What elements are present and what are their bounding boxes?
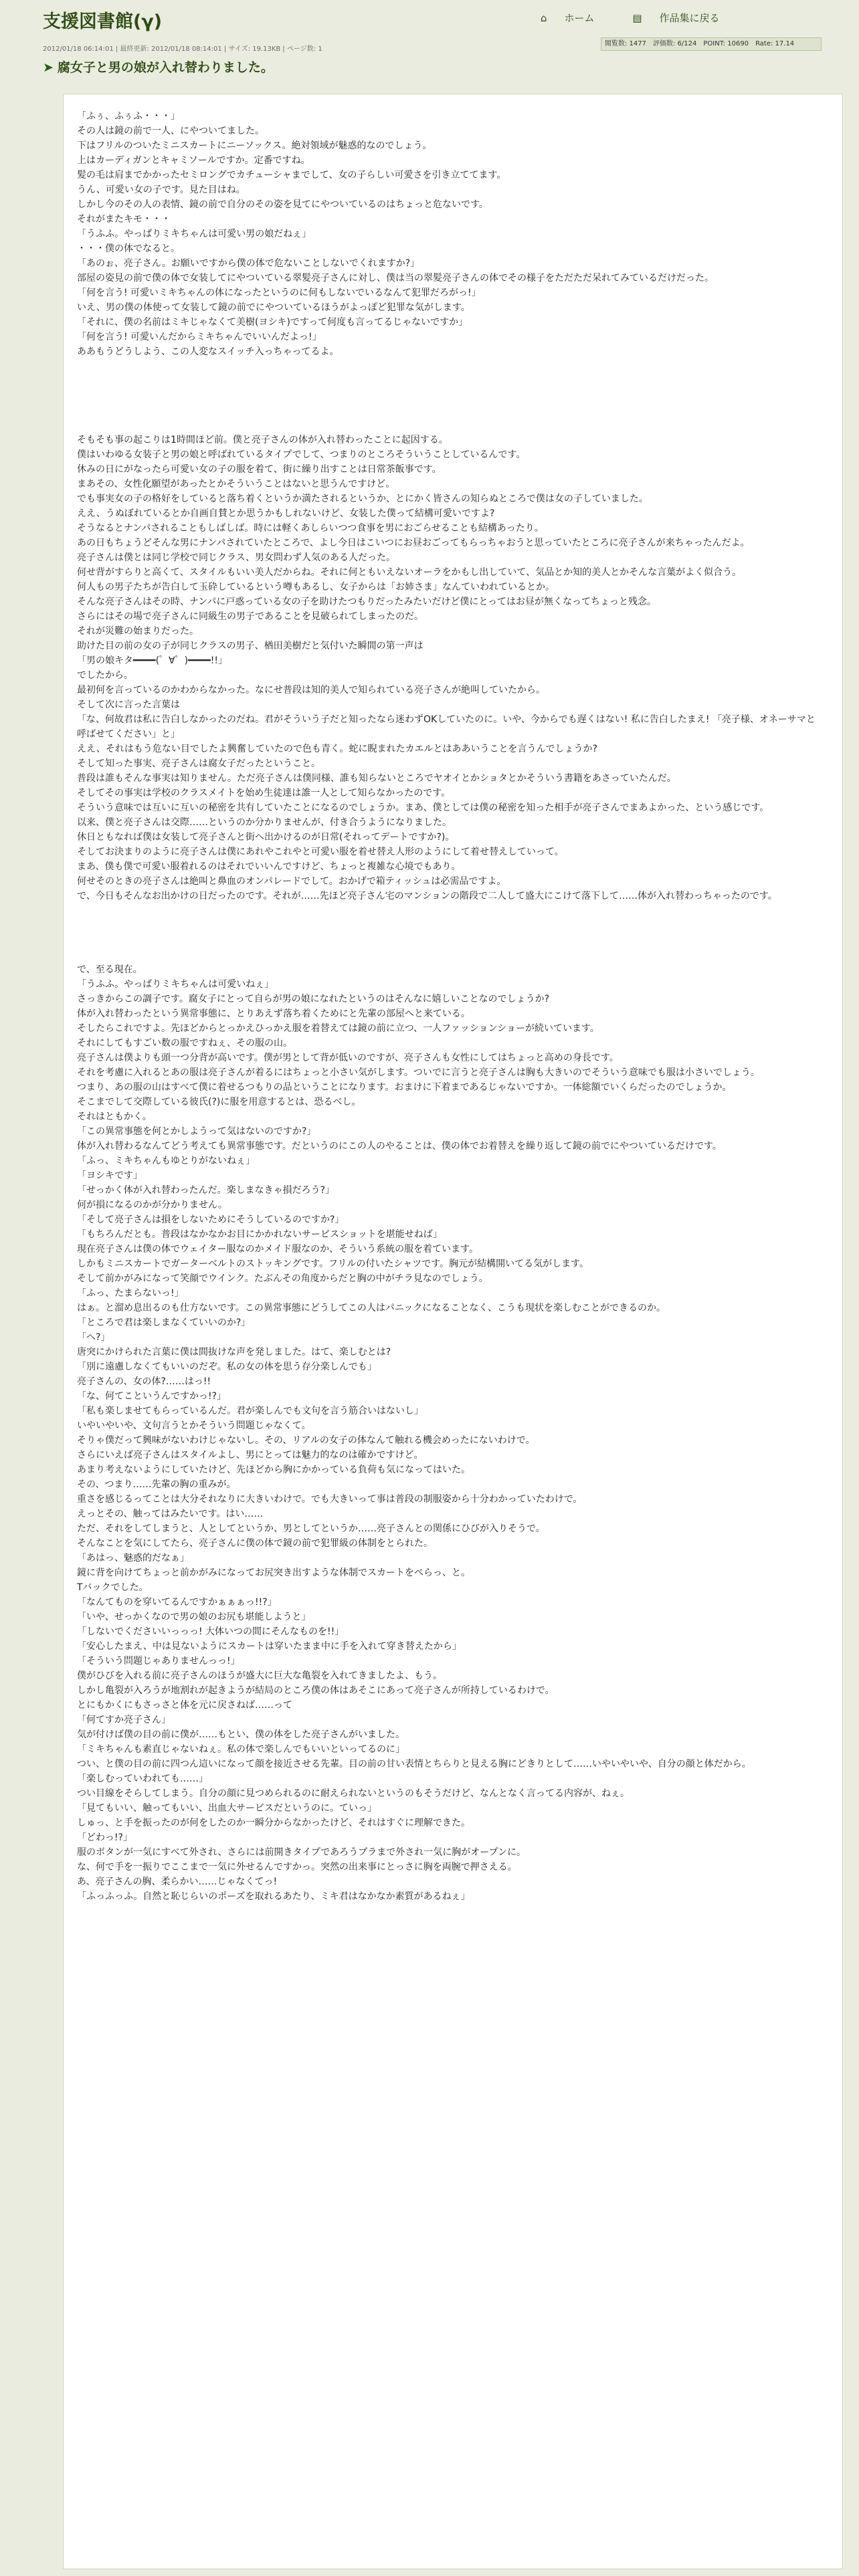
story-line: そんなことを気にしてたら、亮子さんに僕の体で鏡の前で犯罪級の体制をとられた。 [77,1538,433,1549]
story-line: 休日ともなれば僕は女装して亮子さんと街へ出かけるのが日常(それってデートですか?)。 [77,832,455,843]
story-line: つまり、あの服の山はすべて僕に着せるつもりの品ということになります。おまけに下着まであるじゃないですか。一体総額でいくらだったのでしょうか。 [77,1082,732,1093]
story-line: あまり考えないようにしていたけど、先ほどから胸にかかっている負荷も気になってはいた。 [77,1465,470,1475]
story-line: 「そして亮子さんは損をしないためにそうしているのですか?」 [77,1214,345,1225]
story-line: 「あのぉ、亮子さん。お願いですから僕の体で危ないことしないでくれますか?」 [77,258,420,269]
story-line: 「何を言う! 可愛いミキちゃんの体になったというのに何もしないでいるなんて犯罪だろがっ!」 [77,288,481,298]
story-line: Tバックでした。 [77,1582,149,1593]
story-line: 助けた目の前の女の子が同じクラスの男子、楢田美樹だと気付いた瞬間の第一声は [77,641,423,651]
story-line: しかし亀裂が入ろうが地割れが起きようが結局のところ僕の体はあそこにあって亮子さんが所持しているわけで。 [77,1685,555,1696]
story-line: 「いや、せっかくなので男の娘のお尻も堪能しようと」 [77,1612,311,1622]
story-line [77,403,820,418]
story-line: 「男の娘キタ━━━━(゜∀゜)━━━━!!」 [77,655,228,666]
story-line: 「な、何故君は私に告白しなかったのだね。君がそういう子だと知ったなら迷わずOKしていたのに。いや、今からでも遅くはない! 私に告白したまえ! 「亮子様、オネーサマと呼ばせてください」と」 [77,714,816,740]
story-line: 「そういう問題じゃありませんっっ!」 [77,1656,240,1667]
story-line [77,389,820,403]
chevron-right-icon: ➤ [43,60,54,75]
story-line: あ、亮子さんの胸、柔らかい……じゃなくてっ! [77,1876,278,1887]
story-line: そりゃ僕だって興味がないわけじゃないし。その、リアルの女子の体なんて触れる機会めったにないわけで。 [77,1435,535,1446]
back-to-collection-link[interactable] [632,12,737,24]
story-line: 「別に遠慮しなくてもいいのだぞ。私の女の体を思う存分楽しんでも」 [77,1362,377,1372]
story-line: それを考慮に入れるとあの服は亮子さんが着るにはちょっと小さい気がします。ついでに言うと亮子さんは胸も大きいのでそういう意味でも服は小さいでしょう。 [77,1067,760,1078]
story-line: 「な、何てこというんですかっ!?」 [77,1391,227,1402]
story-line: そしてお決まりのように亮子さんは僕にあれやこれやと可愛い服を着せ替え人形のようにして着せ替えしていって。 [77,847,564,857]
story-line: ええ、それはもう危ない目でしたよ興奮していたので色も青く。蛇に睨まれたカエルとはああいうことを言うんでしょうか? [77,744,597,754]
page-title-row [43,58,274,75]
story-line: 休みの日にがなったら可愛い女の子の服を着て、街に繰り出すことは日常茶飯事です。 [77,464,442,475]
story-line: な、何で手を一振りでここまで一気に外せるんですかっ。突然の出来事にとっさに胸を両腕で押さえる。 [77,1862,517,1872]
story-line: 「ふっ、たまらないっ!」 [77,1288,184,1299]
story-line: 「ミキちゃんも素直じゃないねぇ。私の体で楽しんでもいいといってるのに」 [77,1744,405,1755]
story-line: 「ふっふっふ。自然と恥じらいのポーズを取れるあたり、ミキ君はなかなか素質があるねぇ」 [77,1891,470,1902]
story-line: ああもうどうしよう、この人変なスイッチ入っちゃってるよ。 [77,346,339,357]
story-line: で、至る現在。 [77,964,142,975]
home-icon: ⌂ [541,12,547,24]
story-line: 髪の毛は肩までかかったセミロングでカチューシャまでして、女の子らしい可愛さを引き立ててます。 [77,170,506,181]
story-line: 「ヨシキです」 [77,1170,142,1181]
story-line: 「何を言う! 可愛いんだからミキちゃんでいいんだよっ!」 [77,332,322,342]
story-line: 何が損になるのかが分かりません。 [77,1200,227,1210]
story-line: 「何てすか亮子さん」 [77,1715,171,1725]
home-link[interactable] [541,12,612,24]
story-line: 「ふっ、ミキちゃんもゆとりがないねぇ」 [77,1156,255,1166]
story-line: 部屋の姿見の前で僕の体で女装してにやついている翠髪亮子さんに対し、僕は当の翠髪亮子さんの体でその様子をただただ呆れてみているだけだった。 [77,273,714,284]
home-link-label: ホーム [564,12,595,24]
story-line: そして前かがみになって笑顔でウインク。たぶんその角度からだと胸の中がチラ見なのでしょう。 [77,1273,488,1284]
story-line: 「ふぅ、ふぅふ・・・」 [77,111,180,122]
story-line: しかし今のその人の表情、鏡の前で自分のその姿を見てにやついているのはちょっと危ないです。 [77,199,488,210]
story-line: 亮子さんの、女の体?……はっ!! [77,1376,211,1387]
story-line: まあ、僕も僕で可愛い服着れるのはそれでいいんですけど、ちょっと複雑な心境でもあり。 [77,861,461,872]
story-line: 「せっかく体が入れ替わったんだ。楽しまなきゃ損だろう?」 [77,1185,335,1196]
story-line: その、つまり……先輩の胸の重みが。 [77,1479,236,1490]
back-link-label: 作品集に戻る [659,12,720,24]
story-line: 亮子さんは僕よりも頭一つ分背が高いです。僕が男として背が低いのですが、亮子さんも女性にしてはちょっと高めの身長です。 [77,1053,619,1063]
story-line: その人は鏡の前で一人、にやついてました。 [77,126,264,136]
story-line: しかもミニスカートでガーターベルトのストッキングです。フリルの付いたシャツです。胸元が結構開いてる気がします。 [77,1259,589,1269]
story-line: 重さを感じるってことは大分それなりに大きいわけで。でも大きいって事は普段の制服姿から十分わかっていたわけで。 [77,1494,583,1505]
story-line: しゅっ、と手を振ったのが何をしたのか一瞬分からなかったけど、それはすぐに理解できた。 [77,1818,470,1828]
story-body [77,109,820,1904]
post-meta: 2012/01/18 06:14:01 | 最終更新: 2012/01/18 08:14:01 | サイズ: 19.13KB | ページ数: 1 [43,45,322,53]
story-line: 「私も楽しませてもらっているんだ。君が楽しんでも文句を言う筋合いはないし」 [77,1406,423,1416]
story-line: つい、と僕の目の前に四つん這いになって顔を接近させる先輩。目の前の甘い表情とちらりと見える胸にどきりとして……いやいやいや、自分の顔と体だから。 [77,1759,751,1769]
page-title: 腐女子と男の娘が入れ替わりました。 [57,60,274,75]
story-line: そこまでして交際している彼氏(?)に服を用意するとは、恐るべし。 [77,1097,361,1107]
story-line: つい目線をそらしてしまう。自分の顔に見つめられるのに耐えられないというのもそうだけど、なんとなく言ってる内容が、ねぇ。 [77,1788,630,1799]
story-line [77,418,820,433]
story-line: 「うふふ。やっぱりミキちゃんは可愛いねぇ」 [77,979,274,990]
story-line: 亮子さんは僕とは同じ学校で同じクラス、男女問わず人気のある人だった。 [77,552,395,563]
story-line: 「へ?」 [77,1332,110,1343]
story-line: それがまたキモ・・・ [77,214,171,225]
story-line: 気が付けば僕の目の前に僕が……もとい、僕の体をした亮子さんがいました。 [77,1729,405,1740]
story-line: で、今日もそんなお出かけの日だったのです。それが……先ほど亮子さん宅のマンションの階段で二人して盛大にこけて落下して……体が入れ替わっちゃったのです。 [77,891,777,901]
folder-icon: ▤ [632,12,642,24]
story-line: 体が入れ替わったという異常事態に、とりあえず落ち着くためにと先輩の部屋へと来ている。 [77,1008,470,1019]
story-line: それはともかく。 [77,1111,152,1122]
story-line: それにしてもすごい数の服ですねぇ、その服の山。 [77,1038,292,1049]
story-line: 「なんてものを穿いてるんですかぁぁぁっ!!?」 [77,1597,277,1608]
story-line: そもそも事の起こりは1時間ほど前。僕と亮子さんの体が入れ替わったことに起因する。 [77,435,448,445]
story-line: そして次に言った言葉は [77,700,180,710]
story-line: 「それに、僕の名前はミキじゃなくて美樹(ヨシキ)ですって何度も言ってるじゃないですか」 [77,317,468,328]
stats-bar: 閲覧数: 1477 評価数: 6/124 POINT: 10690 Rate: 17.14 [601,37,822,51]
story-line: 僕はいわゆる女装子と男の娘と呼ばれているタイプでして、つまりのところそういうことしているんです。 [77,449,526,460]
story-line [77,359,820,374]
story-line: そしたらこれですよ。先ほどからとっかえひっかえ服を着替えては鏡の前に立つ、一人ファッションショーが続いています。 [77,1023,599,1034]
story-line: 「楽しむっていわれても……」 [77,1774,208,1784]
story-line: 体が入れ替わるなんてどう考えても異常事態です。だというのにこの人のやることは、僕の体でお着替えを繰り返して鏡の前でにやついているだけです。 [77,1141,722,1152]
story-line [77,918,820,933]
story-line: うん、可愛い女の子です。見た目はね。 [77,185,246,195]
story-line [77,374,820,389]
story-line: 「安心したまえ、中は見ないようにスカートは穿いたまま中に手を入れて穿き替えたから」 [77,1641,462,1652]
story-line: それが災難の始まりだった。 [77,626,199,637]
story-line: 何人もの男子たちが告白して玉砕しているという噂もあるし、女子からは「お姉さま」なんていわれているとか。 [77,582,555,593]
story-line: そうなるとナンパされることもしばしば。時には軽くあしらいつつ食事を男におごらせることも結構あったり。 [77,523,544,534]
story-line: そしてその事実は学校のクラスメイトを始め生徒達は誰一人として知らなかったのです。 [77,788,451,798]
story-line: 上はカーディガンとキャミソールですか。定番ですね。 [77,155,310,166]
site-header [0,0,859,75]
story-line [77,903,820,918]
top-navigation [541,11,755,25]
story-line: さらにはその場で亮子さんに同級生の男子であることを見破られてしまったのだ。 [77,611,423,622]
story-line: 「しないでくださいいっっっ! 大体いつの間にそんなものを!!」 [77,1626,345,1637]
story-line: でしたから。 [77,670,133,681]
story-line: 以来、僕と亮子さんは交際……というのか分かりませんが、付き合うようになりました。 [77,817,452,828]
story-line: そんな亮子さんはその時、ナンパに戸惑っている女の子を助けたつもりだったみたいだけど僕にとってはお昼が無くなってちょっと残念。 [77,597,657,607]
story-line: 何せそのときの亮子さんは絶叫と鼻血のオンパレードでして。おかげで箱ティッシュは必需品ですよ。 [77,876,506,887]
story-line [77,933,820,948]
story-line: 「あはっ、魅惑的だなぁ」 [77,1553,189,1564]
story-line: 「もちろんだとも。普段はなかなかお目にかかれないサービスショットを堪能せねば」 [77,1229,442,1240]
story-line: 普段は誰もそんな事実は知りません。ただ亮子さんは僕同様、誰も知らないところでヤオイとかショタとかそういう書籍をあさっていたんだ。 [77,773,676,784]
story-line: でも事実女の子の格好をしていると落ち着くというか満たされるというか、とにかく皆さんの知らぬところで僕は女の子していました。 [77,494,648,504]
story-line: いえ、男の僕の体使って女装して鏡の前でにやついているほうがよっぽど犯罪な気がします。 [77,302,470,313]
story-line: とにもかくにもさっさと体を元に戻さねば……って [77,1700,292,1711]
story-line: ・・・僕の体でなると。 [77,243,180,254]
story-line [77,948,820,962]
story-line: まあその、女性化願望があったとかそういうことはないと思うんですけど。 [77,479,395,490]
story-line: いやいやいや、文句言うとかそういう問題じゃなくて。 [77,1420,311,1431]
story-line: 「この異常事態を何とかしようって気はないのですか?」 [77,1126,316,1137]
story-line: 下はフリルのついたミニスカートにニーソックス。絶対領域が魅惑的なのでしょう。 [77,140,432,151]
story-line: 「ところで君は楽しまなくていいのか?」 [77,1317,251,1328]
story-line: 僕がひびを入れる前に亮子さんのほうが盛大に巨大な亀裂を入れてきましたよ、もう。 [77,1671,442,1681]
story-line: あの日もちょうどそんな男にナンパされていたところで、よし今日はこいつにお昼おごってもらっちゃおうと思っていたところに亮子さんが来ちゃったんだよ。 [77,538,750,548]
story-line: そして知った事実、亮子さんは腐女子だったということ。 [77,758,320,769]
story-line: 「見てもいい、触ってもいい、出血大サービスだというのに。ていっ」 [77,1803,377,1814]
story-line: 現在亮子さんは僕の体でウェイター服なのかメイド服なのか、そういう系統の服を着ています。 [77,1244,479,1255]
story-line: 唐突にかけられた言葉に僕は間抜けな声を発しました。はて、楽しむとは? [77,1347,391,1358]
story-line: そういう意味では互いに互いの秘密を共有していたことになるのでしょうか。まあ、僕としては僕の秘密を知った相手が亮子さんでまあよかった、という感じです。 [77,802,769,813]
story-line: ただ、それをしてしまうと、人としてというか、男としてというか……亮子さんとの関係にひびが入りそうで。 [77,1523,545,1534]
story-line: 何せ背がすらりと高くて、スタイルもいい美人だからね。それに何ともいえないオーラをかもし出していて、気品とか知的美人とかそんな言葉がよく似合う。 [77,567,742,578]
story-line: 最初何を言っているのかわからなかった。なにせ普段は知的美人で知られている亮子さんが絶叫していたから。 [77,685,545,695]
story-container [63,94,843,2569]
story-line: 「どわっ!?」 [77,1832,132,1843]
story-line: 「うふふ。やっぱりミキちゃんは可愛い男の娘だねぇ」 [77,229,312,239]
story-line: ええ、うぬぼれているとか自画自賛とか思うかもしれないけど、女装した僕って結構可愛いですよ? [77,508,495,519]
story-line: 鏡に背を向けてちょっと前かがみになってお尻突き出すような体制でスカートをぺらっ、と。 [77,1568,470,1578]
story-line: はぁ。と溜め息出るのも仕方ないです。この異常事態にどうしてこの人はパニックになることなく、こうも現状を楽しむことができるのか。 [77,1303,666,1313]
story-line: さらにいえば亮子さんはスタイルよし、男にとっては魅力的なのは確かですけど。 [77,1450,423,1461]
story-line: えっとその、触ってはみたいです。はい…… [77,1509,264,1519]
site-title[interactable]: 支援図書館(γ) [43,11,163,32]
story-line: 服のボタンが一気にすべて外され、さらには前開きタイプであろうブラまで外され一気に胸がオープンに。 [77,1847,527,1858]
story-line: さっきからこの調子です。腐女子にとって自らが男の娘になれたというのはそんなに嬉しいことなのでしょうか? [77,994,550,1004]
